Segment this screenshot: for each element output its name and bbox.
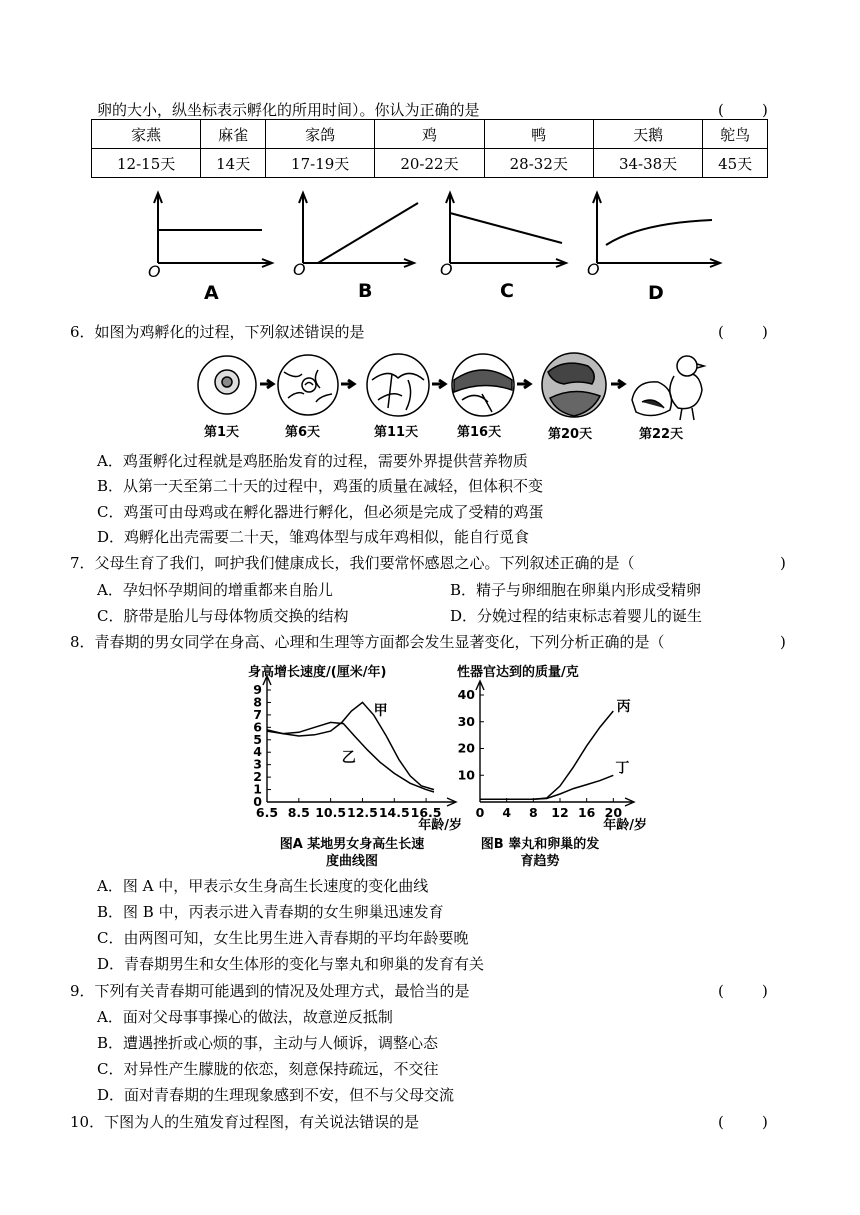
q9-option-d: D．面对青春期的生理现象感到不安，但不与父母交流 — [97, 1086, 455, 1104]
y-tick-label: 4 — [253, 744, 262, 760]
table-row-days — [92, 149, 768, 178]
day-label: 第20天 — [548, 427, 593, 442]
q10-stem: 10．下图为人的生殖发育过程图，有关说法错误的是 — [70, 1113, 420, 1131]
x-tick-label: 16.5 — [410, 805, 442, 820]
chart-caption: 图A 某地男女身高生长速 — [279, 837, 425, 852]
axis-origin-label: O — [293, 260, 306, 279]
table-cell: 14天 — [201, 149, 266, 178]
table-cell: 34-38天 — [593, 149, 702, 178]
q8-paren-close: ) — [780, 633, 786, 651]
egg-day11 — [367, 354, 429, 416]
x-tick-label: 4 — [502, 805, 512, 820]
table-row-birds — [92, 120, 768, 149]
q9-option-c: C．对异性产生朦胧的依恋，刻意保持疏远，不交往 — [97, 1060, 439, 1078]
table-cell: 麻雀 — [201, 120, 266, 149]
axis-origin-label: O — [440, 260, 453, 279]
q6-stem: 6．如图为鸡孵化的过程，下列叙述错误的是 — [70, 323, 365, 341]
x-tick-label: 14.5 — [378, 805, 410, 820]
egg-day6 — [278, 355, 338, 415]
chart-caption: 图B 睾丸和卵巢的发 — [480, 837, 600, 852]
q7-option-b: B．精子与卵细胞在卵巢内形成受精卵 — [450, 581, 702, 599]
x-tick-label: 10.5 — [315, 805, 347, 820]
y-tick-label: 3 — [253, 756, 262, 772]
table-cell: 鸡 — [375, 120, 484, 149]
egg-day16 — [452, 354, 514, 416]
day-label: 第6天 — [285, 425, 321, 440]
q6-option-d: D．鸡孵化出壳需要二十天，雏鸡体型与成年鸡相似，能自行觅食 — [97, 528, 530, 546]
table-cell: 鸭 — [484, 120, 593, 149]
series-label: 乙 — [341, 750, 356, 767]
height-growth-chart — [240, 662, 465, 867]
q8-option-c: C．由两图可知，女生比男生进入青春期的平均年龄要晚 — [97, 929, 469, 947]
series-line — [480, 711, 613, 799]
y-tick-label: 2 — [253, 769, 262, 785]
axis-origin-label: O — [148, 262, 161, 281]
q7-paren-close: ) — [780, 554, 786, 572]
q5-intro-tail: 卵的大小，纵坐标表示孵化的所用时间）。你认为正确的是 — [97, 101, 480, 119]
x-tick-label: 8.5 — [287, 805, 310, 820]
graph-option-b: B — [358, 280, 373, 302]
day-label: 第11天 — [374, 425, 419, 440]
q8-stem: 8．青春期的男女同学在身高、心理和生理等方面都会发生显著变化，下列分析正确的是（ — [70, 633, 665, 651]
q6-option-b: B．从第一天至第二十天的过程中，鸡蛋的质量在减轻，但体积不变 — [97, 477, 544, 495]
q5-graph-options — [140, 185, 740, 310]
incubation-table — [91, 119, 768, 178]
table-cell: 12-15天 — [92, 149, 201, 178]
table-cell: 家鸽 — [266, 120, 375, 149]
y-tick-label: 40 — [457, 687, 475, 702]
day-label: 第1天 — [204, 425, 240, 440]
q10-answer-paren: ( ) — [718, 1113, 768, 1131]
y-tick-label: 6 — [253, 719, 262, 735]
y-tick-label: 10 — [457, 767, 475, 783]
y-tick-label: 5 — [253, 731, 262, 747]
egg-day20 — [542, 353, 606, 417]
day-label: 第22天 — [639, 427, 684, 442]
q9-stem: 9．下列有关青春期可能遇到的情况及处理方式，最恰当的是 — [70, 982, 470, 1000]
x-tick-label: 6.5 — [255, 805, 279, 820]
q7-option-c: C．脐带是胎儿与母体物质交换的结构 — [97, 607, 349, 625]
gonad-mass-chart — [455, 662, 650, 867]
q5-answer-paren: ( ) — [718, 101, 768, 119]
axis-origin-label: O — [587, 260, 600, 279]
table-cell: 鸵鸟 — [703, 120, 768, 149]
x-tick-label: 12 — [551, 805, 569, 820]
graph-option-d: D — [648, 282, 664, 304]
series-label: 丙 — [616, 699, 631, 716]
q9-option-b: B．遭遇挫折或心烦的事，主动与人倾诉，调整心态 — [97, 1034, 439, 1052]
hatched-chick — [632, 356, 704, 420]
graph-option-c: C — [500, 280, 514, 302]
chick-hatching-figure — [192, 350, 722, 442]
series-label: 甲 — [373, 702, 388, 719]
y-tick-label: 30 — [457, 713, 475, 729]
table-cell: 17-19天 — [266, 149, 375, 178]
q8-option-b: B．图 B 中，丙表示进入青春期的女生卵巢迅速发育 — [97, 903, 444, 921]
q8-option-a: A．图 A 中，甲表示女生身高生长速度的变化曲线 — [97, 877, 429, 895]
q9-option-a: A．面对父母事事操心的做法，故意逆反抵制 — [97, 1008, 393, 1026]
y-tick-label: 9 — [253, 682, 262, 697]
y-tick-label: 0 — [253, 794, 262, 809]
x-tick-label: 20 — [604, 805, 623, 820]
table-cell: 家燕 — [92, 120, 201, 149]
q7-option-d: D．分娩过程的结束标志着婴儿的诞生 — [450, 607, 703, 625]
x-tick-label: 0 — [475, 805, 485, 820]
q6-option-c: C．鸡蛋可由母鸡或在孵化器进行孵化，但必须是完成了受精的鸡蛋 — [97, 503, 544, 521]
table-cell: 45天 — [703, 149, 768, 178]
y-tick-label: 20 — [457, 740, 475, 756]
series-label: 丁 — [615, 760, 630, 777]
chart-caption: 度曲线图 — [325, 854, 379, 867]
table-cell: 20-22天 — [375, 149, 484, 178]
series-line — [267, 702, 434, 789]
q6-answer-paren: ( ) — [718, 323, 768, 341]
y-tick-label: 8 — [253, 694, 262, 710]
q9-answer-paren: ( ) — [718, 982, 768, 1000]
x-tick-label: 8 — [528, 805, 538, 820]
y-axis-label: 身高增长速度/(厘米/年) — [248, 665, 387, 680]
q6-option-a: A．鸡蛋孵化过程就是鸡胚胎发育的过程，需要外界提供营养物质 — [97, 452, 528, 470]
x-axis-label: 年龄/岁 — [418, 818, 462, 833]
q7-option-a: A．孕妇怀孕期间的增重都来自胎儿 — [97, 581, 333, 599]
chart-caption: 育趋势 — [520, 854, 560, 867]
y-tick-label: 7 — [253, 706, 262, 722]
graph-option-a: A — [204, 282, 219, 304]
x-tick-label: 12.5 — [347, 805, 378, 820]
y-tick-label: 1 — [253, 781, 262, 797]
series-line — [480, 775, 613, 799]
x-tick-label: 16 — [577, 805, 596, 820]
x-axis-label: 年龄/岁 — [603, 818, 647, 833]
table-cell: 28-32天 — [484, 149, 593, 178]
egg-day1 — [198, 356, 256, 414]
y-axis-label: 性器官达到的质量/克 — [457, 665, 579, 680]
q7-stem: 7．父母生育了我们，呵护我们健康成长，我们要常怀感恩之心。下列叙述正确的是（ — [70, 554, 635, 572]
table-cell: 天鹅 — [593, 120, 702, 149]
day-label: 第16天 — [457, 425, 502, 440]
q8-option-d: D．青春期男生和女生体形的变化与睾丸和卵巢的发育有关 — [97, 955, 485, 973]
